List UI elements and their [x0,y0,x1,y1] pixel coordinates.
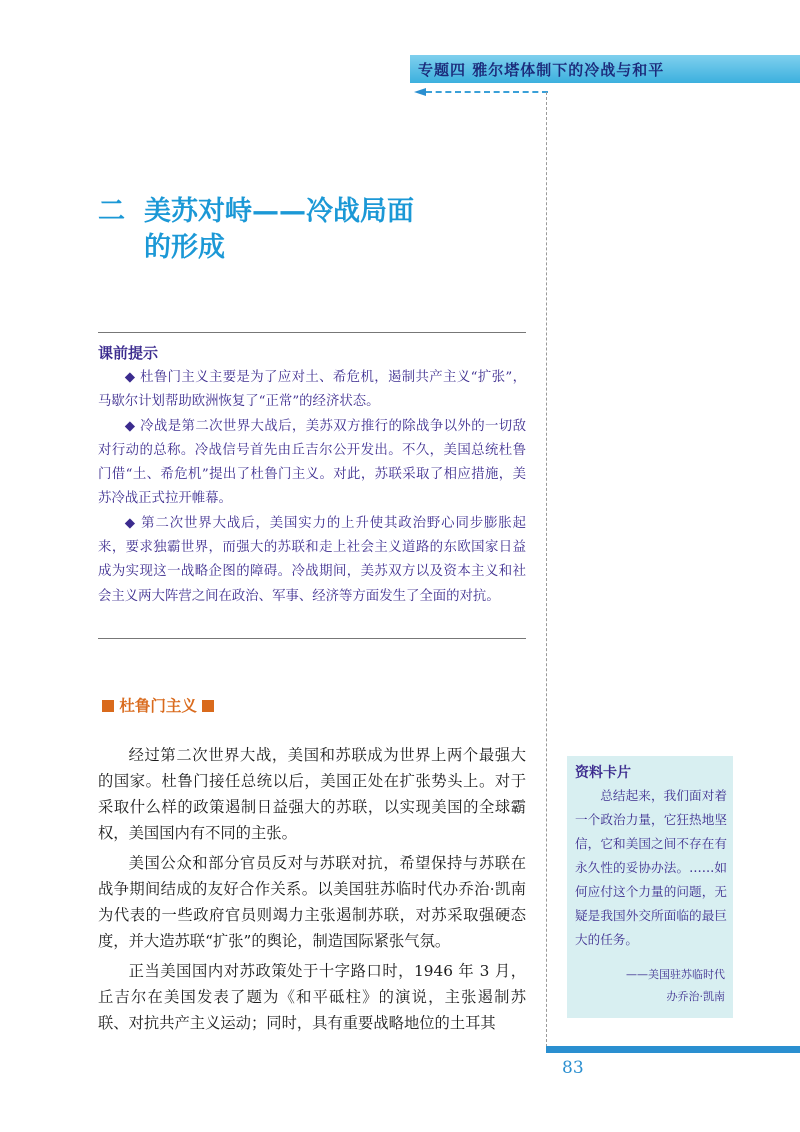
diamond-bullet-icon: ◆ [124,418,136,434]
diamond-bullet-icon: ◆ [124,515,136,531]
square-bullet-icon [102,700,114,712]
header-dashed-line [426,91,548,93]
tips-body [98,366,526,609]
square-bullet-icon [202,700,214,712]
tip-item: ◆ 杜鲁门主义主要是为了应对土、希危机，遏制共产主义“扩张”，马歇尔计划帮助欧洲恢复了“正常”的经济状态。 [98,370,526,410]
section-title [98,194,414,266]
tips-heading: 课前提示 [98,344,159,362]
header-arrow-icon [414,88,426,96]
tips-bottom-rule [98,638,526,639]
footer-bar [546,1046,800,1053]
body-paragraph: 美国公众和部分官员反对与苏联对抗，希望保持与苏联在战争期间结成的友好合作关系。以美国驻苏临时代办乔治·凯南为代表的一些政府官员则竭力主张遏制苏联，对苏采取强硬态度，并大造苏联“扩张”的舆论，制造国际紧张气氛。 [98,854,526,950]
subheading [102,694,214,716]
body-paragraph: 正当美国国内对苏政策处于十字路口时，1946 年 3 月，丘吉尔在美国发表了题为《和平砥柱》的演说，主张遏制苏联、对抗共产主义运动；同时，具有重要战略地位的土耳其 [98,962,526,1032]
margin-dashed-line [546,92,547,1052]
diamond-bullet-icon: ◆ [124,370,136,385]
body-paragraph: 经过第二次世界大战，美国和苏联成为世界上两个最强大的国家。杜鲁门接任总统以后，美国正处在扩张势头上。对于采取什么样的政策遏制日益强大的苏联，以实现美国的全球霸权，美国国内有不同的主张。 [98,746,526,842]
section-number: 二 [98,196,125,227]
section-title-line2: 的形成 [144,232,225,263]
data-card [567,756,733,1018]
body-text [98,742,526,1040]
card-title: 资料卡片 [575,765,631,781]
tip-item: ◆ 第二次世界大战后，美国实力的上升使其政治野心同步膨胀起来，要求独霸世界，而强大的苏联和走上社会主义道路的东欧国家日益成为实现这一战略企图的障碍。冷战期间，美苏双方以及资本主义和社会主义两大阵营之间在政治、军事、经济等方面发生了全面的对抗。 [98,515,526,604]
card-text: 总结起来，我们面对着一个政治力量，它狂热地坚信，它和美国之间不存在有永久性的妥协办法。……如何应付这个力量的问题，无疑是我国外交所面临的最巨大的任务。 [575,788,727,947]
chapter-header: 专题四 雅尔塔体制下的冷战与和平 [418,61,665,79]
tips-top-rule [98,332,526,333]
tip-item: ◆ 冷战是第二次世界大战后，美苏双方推行的除战争以外的一切敌对行动的总称。冷战信号首先由丘吉尔公开发出。不久，美国总统杜鲁门借“土、希危机”提出了杜鲁门主义。对此，苏联采取了相应措施，美苏冷战正式拉开帷幕。 [98,418,526,507]
card-source: ——美国驻苏临时代 办乔治·凯南 [626,968,725,1003]
section-title-line1: 美苏对峙——冷战局面 [144,196,414,227]
subheading-text: 杜鲁门主义 [119,697,197,715]
page-number: 83 [562,1058,584,1078]
